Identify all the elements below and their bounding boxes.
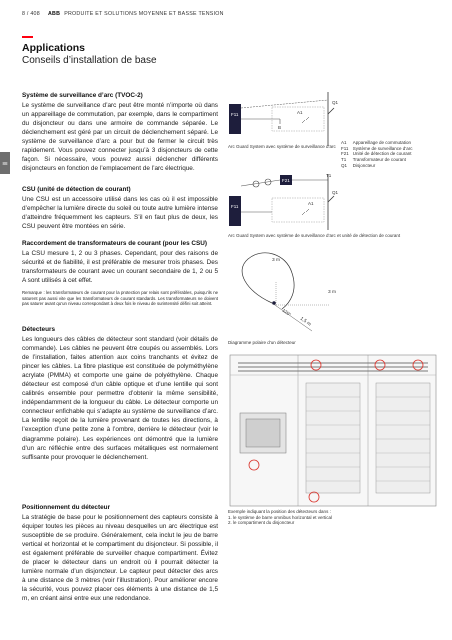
body-ct-connection: La CSU mesure 1, 2 ou 3 phases. Cependant, pour des raisons de sécurité et de fiabilité, il est préférable de mesurer trois phases. Des transformateurs de courant avec un courant secondaire de 1, 2 ou 5 A sont utilisés à cet effet. [22, 250, 218, 285]
axis-radius [272, 303, 312, 331]
page-header [22, 11, 224, 17]
heading-detectors: Détecteurs [22, 326, 56, 333]
page-subtitle: Conseils d’installation de base [22, 55, 157, 66]
breaker-compartment [240, 413, 286, 453]
body-arc-monitor: Le système de surveillance d’arc peut être monté n’importe où dans un appareillage de commutation, par exemple, dans le compartiment du disjoncteur ou dans une armoire de commande séparée. Le déclenchement est géré par un circuit de déclenchement séparé. Le système de surveillance d’arc a pour but de fermer le circuit très rapidement. Vous pouvez connecter jusqu’à 3 disjoncteurs de cette façon. Si nécessaire, vous pouvez aussi déclencher différents disjoncteurs en fonction de l’emplacement de l’arc électrique. [22, 102, 218, 173]
legend-text: Transformateur de courant [352, 157, 406, 163]
label-right-distance: 3 m [328, 290, 336, 295]
caption-fig1: Arc Guard System avec système de surveillance d’arc [228, 144, 336, 149]
page-number: 8 / 408 [22, 11, 40, 17]
label-f11: F11 [231, 112, 239, 117]
heading-arc-monitor: Système de surveillance d’arc (TVOC-2) [22, 92, 143, 99]
page-title: Applications [22, 42, 86, 54]
detection-lobe [242, 253, 294, 309]
caption-fig3-line1: Exemple indiquant la position des détecteurs dans : [228, 509, 331, 514]
caption-fig3-line2: 1. le système de barre omnibus horizontal et vertical [228, 514, 333, 520]
breaker-q1-symbol-2 [328, 196, 334, 202]
caption-fig3-line3: 2. le compartiment du disjoncteur [228, 520, 295, 526]
caption-fig3 [228, 509, 428, 526]
wiring-diagram-arc-monitor [228, 90, 350, 148]
wiring-diagram-csu [228, 172, 350, 232]
accent-bar [22, 36, 33, 38]
legend-text: Appareillage de commutation [352, 140, 412, 145]
label-f21: F21 [282, 178, 290, 183]
detector-icon [272, 301, 276, 305]
remark-note: Remarque : les transformateurs de courant pour la protection par relais sont préférables, puisqu’ils ne saturent pas aussi vite que les transformateurs de courant standards. Les transformateurs ne doivent pas saturer avant qu’un niveau correspondant à deux fois le niveau de surintensité défini soit atteint. [22, 290, 218, 307]
brand-logo: ABB [47, 11, 61, 17]
legend-code: Q1 [341, 162, 348, 168]
heading-positioning: Positionnement du détecteur [22, 504, 111, 511]
body-positioning: La stratégie de base pour le positionnement des capteurs consiste à équiper toutes les pièces au niveau desquelles un arc électrique est susceptible de se produire. Généralement, cela inclut le jeu de barre vertical et horizontal et le compartiment du disjoncteur. Si possible, il est également préférable de surveiller chaque compartiment. Évitez de placer le détecteur dans un endroit où il pourrait détecter la lumière normale d’un disjoncteur. Le capteur peut détecter des arcs à une distance de 3 mètres (voir l’illustration). Pour améliorer encore la sécurité, vous pouvez placer ces éléments à une distance de 1,5 m, en créant ainsi entre eux une redondance. [22, 514, 218, 603]
label-small-distance: 1,5 m [298, 316, 312, 328]
legend-code: F21 [341, 151, 349, 157]
label-a1: A1 [297, 110, 303, 115]
label-q1-2: Q1 [332, 190, 339, 195]
label-a1-2: A1 [308, 201, 314, 206]
switchgear-illustration [228, 353, 438, 508]
heading-csu: CSU (unité de détection de courant) [22, 186, 131, 193]
label-q1: Q1 [332, 100, 339, 105]
legend-text: Disjoncteur [352, 162, 376, 168]
polar-diagram [228, 251, 348, 337]
legend-row [341, 140, 417, 146]
label-f11-2: F11 [231, 204, 239, 209]
body-detectors: Les longueurs des câbles de détecteur sont standard (voir détails de commande). Les câbles ne peuvent être coupés ou assemblés. Lors de l’installation, faites attention aux coins tranchants et évitez de pincer les câbles. La fibre plastique est constituée de polyméthylène acrylate (PMMA) et comporte une gaine de polyéthylène. Chaque détecteur est composé d’un câble optique et d’une lentille qui sont calibrés ensemble pour permettre d’obtenir la même sensibilité, indépendamment de la longueur du câble. Le détecteur comporte un connecteur enfichable qui s’adapte au système de surveillance d’arc. La lentille reçoit de la lumière provenant de toutes les directions, à l’exception d’une petite zone à l’ombre, derrière le détecteur (voir le diagramme polaire). Les expériences ont démontré que la lumière d’un arc réfléchie entre des surfaces métalliques est normalement suffisante pour provoquer le déclenchement. [22, 336, 218, 461]
heading-ct-connection: Raccordement de transformateurs de courant (pour les CSU) [22, 240, 208, 247]
switchgear-outline-2 [272, 198, 324, 222]
arc-flash-icon [302, 117, 309, 123]
legend-row [341, 157, 417, 163]
legend-text: Système de surveillance d’arc [352, 145, 413, 151]
legend-code: F11 [341, 145, 349, 151]
arc-flash-icon-2 [302, 209, 309, 215]
legend-rows [341, 140, 417, 169]
legend-code: T1 [341, 157, 347, 163]
breaker-q1-symbol [328, 108, 334, 114]
legend-row [341, 163, 417, 169]
label-top-distance: 3 m [272, 258, 280, 263]
legend-code: A1 [341, 140, 347, 145]
relay-f11-box-2 [229, 196, 241, 226]
label-b: B [278, 125, 282, 130]
legend-text: Unité de détection de courant [352, 151, 412, 157]
label-angle: 120° [281, 307, 292, 318]
legend-table [341, 140, 417, 169]
caption-polar: Diagramme polaire d’un détecteur [228, 340, 296, 345]
header-section: PRODUITE ET SOLUTIONS MOYENNE ET BASSE TENSION [64, 11, 224, 17]
caption-fig2: Arc Guard System avec système de surveillance d’arc et unité de détection de courant [228, 233, 401, 238]
side-tab: 88 [0, 152, 10, 174]
body-csu: Une CSU est un accessoire utilisé dans les cas où il est impossible d’empêcher la lumière directe du soleil ou toute autre lumière intense d’atteindre fréquemment les capteurs. S’il en faut plus de deux, les CSU peuvent être montées en série. [22, 196, 218, 231]
relay-f11-box [229, 104, 241, 134]
label-t1: T1 [326, 173, 332, 178]
